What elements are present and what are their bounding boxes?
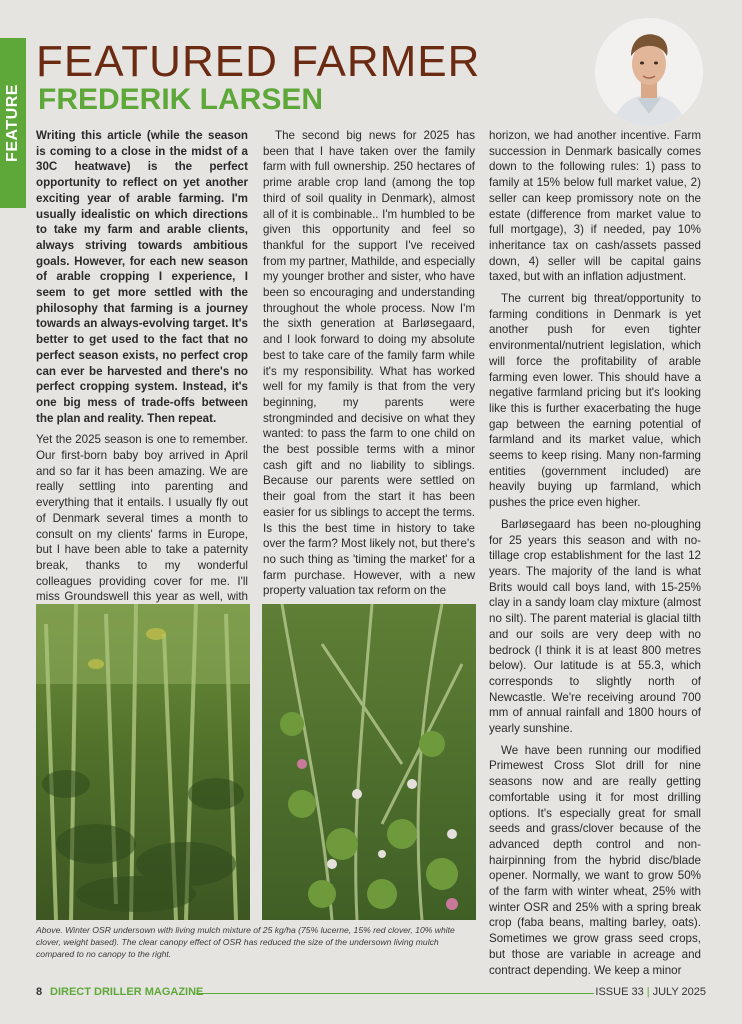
intro-paragraph: Writing this article (while the season is coming to a close in the midst of a 30C heatwave) is the perfect opportunity to reflect on yet another exciting year of arable farming. I'm usually idealistic on which directions to take my farm and arable clients, always striving towards ambitious goals. However, for each new season of arable cropping I experience, I seem to get more settled with the philosophy that farming is a journey towards an always-evolving target. It's better to get used to the fact that no perfect season exists, no perfect crop can ever be harvested and there's no perfect cropping system. Instead, it's one big mess of trade-offs between the plan and reality. Then repeat. bbox=[36, 129, 248, 425]
article-column-2 bbox=[263, 128, 475, 605]
issue-info bbox=[595, 986, 706, 998]
feature-tab-label: FEATURE bbox=[4, 84, 21, 162]
body-paragraph: The current big threat/opportunity to farming conditions in Denmark is yet another push for even tighter environmental/nutrient legislation, which will force the profitability of arable farming even lower. This should have a negative farmland pricing but it's looking like this is further exacerbating the huge gap between the earning potential of farmland and its market value, which seems to keep rising. Many non-farming entities (government included) are heavily buying up farmland, which pushes the price even higher. bbox=[489, 292, 701, 510]
page-footer bbox=[36, 986, 706, 1002]
photo-osr-with-living-mulch bbox=[36, 604, 250, 920]
footer-divider bbox=[196, 993, 594, 994]
page-title: FEATURED FARMER bbox=[36, 37, 481, 86]
article-column-1 bbox=[36, 128, 248, 627]
portrait-illustration bbox=[595, 18, 703, 126]
body-paragraph: The second big news for 2025 has been that I have taken over the family farm with full ownership. 250 hectares of prime arable crop land (among the top third of soil quality in Denmark), almost all of it is combinable.. I'm humbled to be given this opportunity and feel so thankful for the support I've received from my partner, Mathilde, and especially my younger brother and sister, who have been so encouraging and understanding throughout the whole process. Now I'm the sixth generation at Barløsegaard, and I look forward to doing my absolute best to take care of the family farm while it's my responsibility. What has worked well for my family is that from the very beginning, my parents were strongminded and decisive on what they wanted: to pass the farm to one child on the best possible terms with a minor cash gift and no liability to siblings. Because our parents were settled on their goal from the start it has been easier for us siblings to accept the terms. Is this the best time in history to take over the farm? Most likely not, but there's no such thing as 'timing the market' for a farm purchase. However, with a new property valuation tax reform on the bbox=[263, 129, 475, 598]
body-paragraph: Barløsegaard has been no-ploughing for 25 years this season and with no-tillage crop establishment for the last 12 years. The majority of the land is what Brits would call boys land, with 15-25% clay in a sandy loam clay mixture (almost no silt). The parent material is glacial tilth and our soils are very deep with no bedrock (I think it is at least 800 metres below). Our latitude is at 55.3, which corresponds to slightly north of Newcastle. We're receiving around 700 mm of annual rainfall and 1800 hours of yearly sunshine. bbox=[489, 517, 701, 736]
magazine-name: DIRECT DRILLER MAGAZINE bbox=[50, 986, 204, 998]
farmer-portrait bbox=[595, 18, 703, 126]
body-paragraph: Yet the 2025 season is one to remember. Our first-born baby boy arrived in April and so far it has been amazing. We are really settling into parenting and everything that it entails. I usually fly out of Denmark several times a month to consult on my clients' farms in Europe, but I have been able to take a paternity break, thanks to my wonderful colleagues providing cover for me. I'll miss Groundswell this year as well, with bbox=[36, 433, 248, 604]
issue-separator: | bbox=[646, 986, 650, 998]
issue-number: ISSUE 33 bbox=[595, 986, 644, 998]
farmer-name: FREDERIK LARSEN bbox=[38, 83, 324, 116]
issue-date: JULY 2025 bbox=[652, 986, 706, 998]
body-paragraph: horizon, we had another incentive. Farm succession in Denmark basically comes down to the following rules: 1) pass to family at 15% below full market value, 2) seller can keep promissory note on the estate (difference from market value to full mortgage), 3) if needed, pay 10% inheritance tax on cash/assets passed down, 4) seller will be capital gains taxed, but with an inflation adjustment. bbox=[489, 129, 701, 284]
article-column-3 bbox=[489, 128, 701, 984]
page-number: 8 bbox=[36, 986, 43, 998]
photo-caption: Above. Winter OSR undersown with living mulch mixture of 25 kg/ha (75% lucerne, 15% red clover, 10% white clover, weight based). The clear canopy effect of OSR has reduced the size of the undersown living mulch compared to no canopy to the right. bbox=[36, 925, 455, 959]
feature-section-tab bbox=[0, 38, 26, 208]
photo-living-mulch-no-canopy bbox=[262, 604, 476, 920]
body-paragraph: We have been running our modified Primewest Cross Slot drill for nine seasons now and are really getting comfortable using it for most drilling options. It's especially great for small seeds and grass/clover because of the advanced depth control and non-hairpinning from the hybrid disc/blade opener. Normally, we want to grow 50% of the farm with winter wheat, 25% with winter OSR and 25% with a spring break crop (faba beans, malting barley, oats). Sometimes we grow grass seed crops, but those are variable in acreage and contract depending. We keep a minor bbox=[489, 743, 701, 977]
